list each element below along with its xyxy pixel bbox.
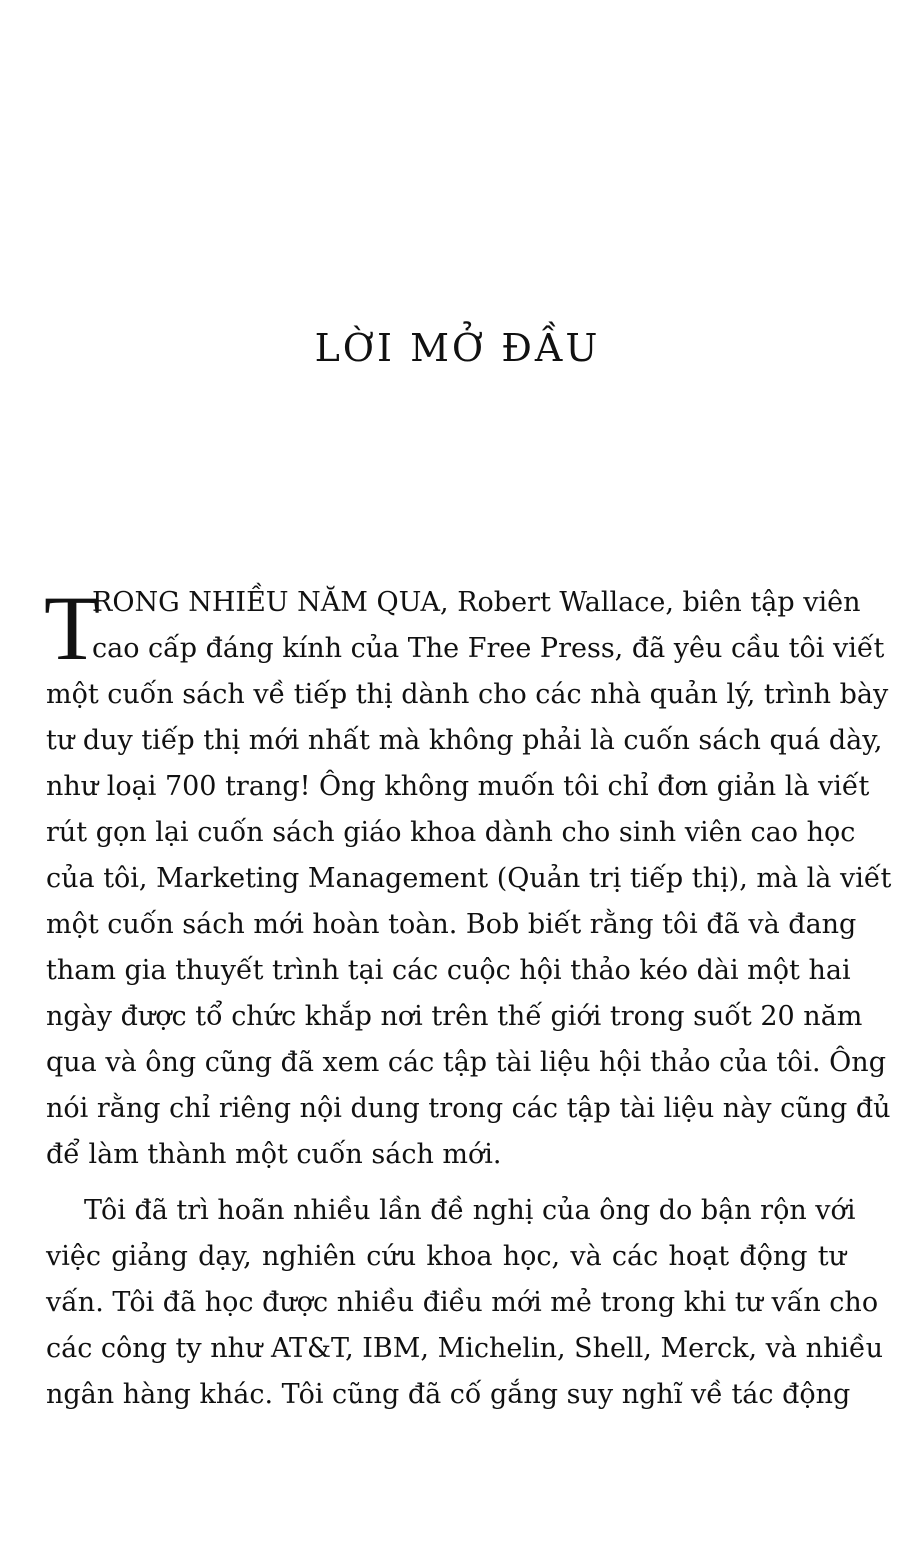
- paragraph-2-line-2: việc giảng dạy, nghiên cứu khoa học, và các hoạt động tư: [46, 1241, 846, 1272]
- paragraph-1-line-7: của tôi, Marketing Management (Quản trị tiếp thị), mà là viết: [46, 863, 892, 894]
- chapter-heading: LỜI MỞ ĐẦU: [314, 326, 601, 370]
- paragraph-2-line-5: ngân hàng khác. Tôi cũng đã cố gắng suy nghĩ về tác động: [46, 1379, 851, 1410]
- paragraph-1-line-11: qua và ông cũng đã xem các tập tài liệu hội thảo của tôi. Ông: [46, 1047, 886, 1078]
- paragraph-2-line-3: vấn. Tôi đã học được nhiều điều mới mẻ trong khi tư vấn cho: [46, 1287, 879, 1318]
- paragraph-1-line-3: một cuốn sách về tiếp thị dành cho các nhà quản lý, trình bày: [46, 679, 889, 710]
- paragraph-2-line-1: Tôi đã trì hoãn nhiều lần đề nghị của ông do bận rộn với: [84, 1195, 856, 1226]
- paragraph-1-line-5: như loại 700 trang! Ông không muốn tôi chỉ đơn giản là viết: [46, 771, 870, 802]
- paragraph-1-line-1: RONG NHIỀU NĂM QUA, Robert Wallace, biên tập viên: [92, 587, 861, 618]
- paragraph-1-line-8: một cuốn sách mới hoàn toàn. Bob biết rằng tôi đã và đang: [46, 909, 857, 940]
- paragraph-1-line-10: ngày được tổ chức khắp nơi trên thế giới trong suốt 20 năm: [46, 1001, 863, 1032]
- paragraph-1-line-2: cao cấp đáng kính của The Free Press, đã yêu cầu tôi viết: [92, 633, 885, 664]
- paragraph-1-line-9: tham gia thuyết trình tại các cuộc hội thảo kéo dài một hai: [46, 955, 851, 986]
- paragraph-2-line-4: các công ty như AT&T, IBM, Michelin, Shell, Merck, và nhiều: [46, 1333, 883, 1364]
- paragraph-1-line-4: tư duy tiếp thị mới nhất mà không phải là cuốn sách quá dày,: [46, 725, 883, 756]
- paragraph-1-line-13: để làm thành một cuốn sách mới.: [46, 1139, 502, 1170]
- paragraph-1-line-6: rút gọn lại cuốn sách giáo khoa dành cho sinh viên cao học: [46, 817, 856, 848]
- paragraph-1-line-12: nói rằng chỉ riêng nội dung trong các tập tài liệu này cũng đủ: [46, 1093, 891, 1124]
- drop-cap: T: [44, 577, 101, 679]
